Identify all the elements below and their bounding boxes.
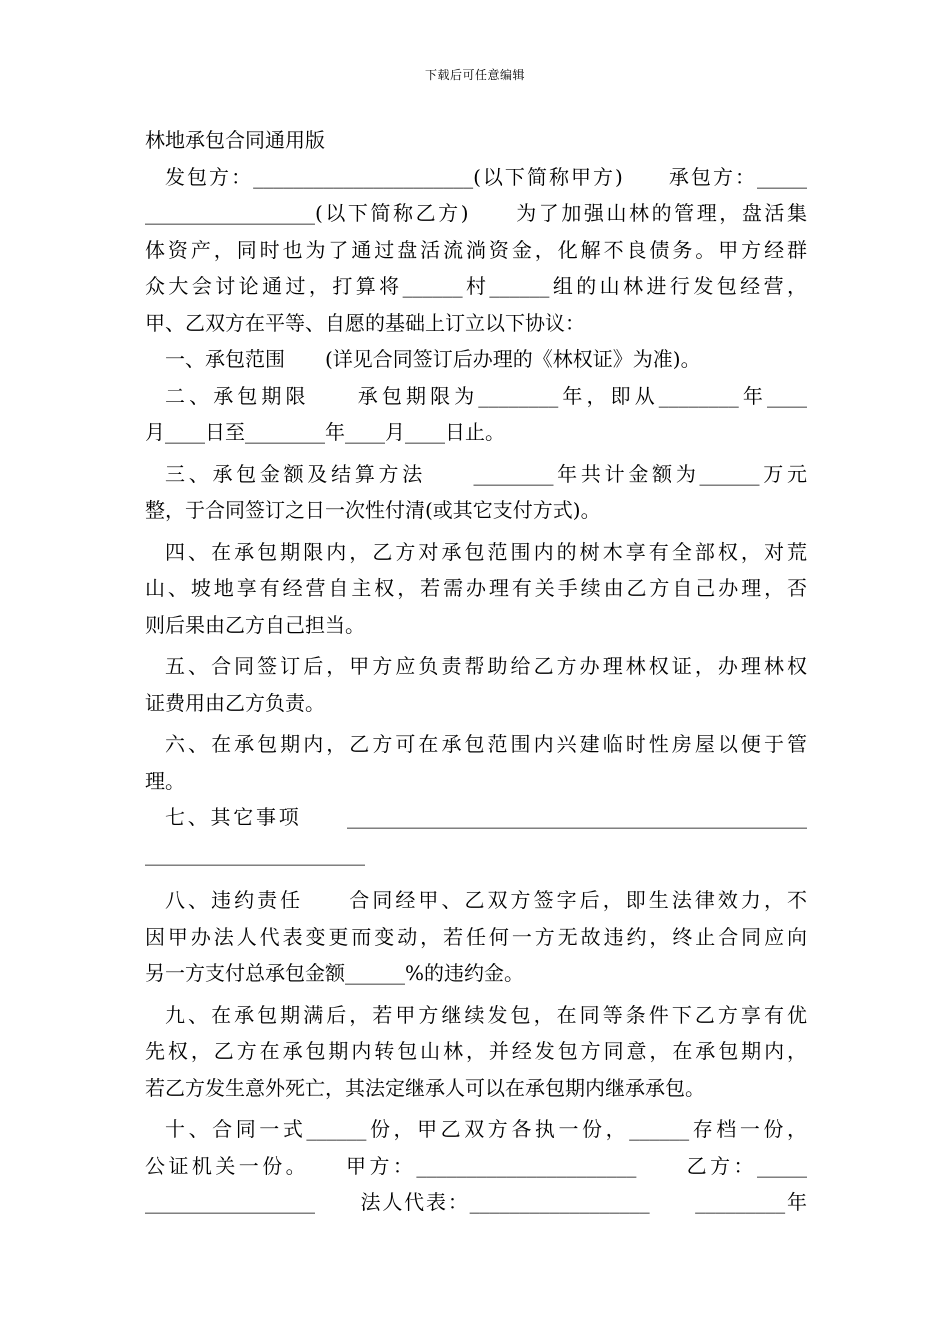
paragraph-line: 先权，乙方在承包期内转包山林，并经发包方同意，在承包期内， [145, 1039, 807, 1063]
paragraph-line: 因甲办法人代表变更而变动，若任何一方无故违约，终止合同应向 [145, 924, 807, 949]
paragraph-line: 三、承包金额及结算方法 ________年共计金额为______万元 [165, 461, 807, 486]
paragraph-line: 则后果由乙方自己担当。 [145, 612, 365, 637]
header-note: 下载后可任意编辑 [424, 68, 525, 82]
paragraph-line: _________________ 法人代表：__________________ _________年 [145, 1190, 807, 1214]
paragraph-line: 四、在承包期限内，乙方对承包范围内的树木享有全部权，对荒 [165, 539, 807, 564]
paragraph-line: 若乙方发生意外死亡，其法定继承人可以在承包期内继承承包。 [145, 1075, 705, 1100]
paragraph-line: 月____日至________年____月____日止。 [145, 420, 505, 444]
paragraph-line: 五、合同签订后，甲方应负责帮助给乙方办理林权证，办理林权 [165, 654, 807, 678]
paragraph-line: 公证机关一份。 甲方：______________________ 乙方：_____ [145, 1153, 807, 1178]
paragraph-line: _________________(以下简称乙方) 为了加强山林的管理，盘活集 [145, 201, 807, 225]
paragraph-line: 七、其它事项 ______________________________________________ [165, 805, 807, 829]
paragraph-line: 发包方：______________________(以下简称甲方) 承包方：_____ [165, 164, 807, 189]
paragraph-line: 八、违约责任 合同经甲、乙双方签字后，即生法律效力，不 [165, 888, 807, 912]
paragraph-line: 证费用由乙方负责。 [145, 690, 325, 715]
paragraph-line: 山、坡地享有经营自主权，若需办理有关手续由乙方自己办理，否 [145, 576, 807, 600]
paragraph-line: 理。 [145, 768, 185, 793]
paragraph-line: 另一方支付总承包金额______%的违约金。 [145, 961, 525, 985]
contract-document [145, 122, 807, 1221]
document-title: 林地承包合同通用版 [145, 128, 325, 152]
paragraph-line: 九、在承包期满后，若甲方继续发包，在同等条件下乙方享有优 [165, 1002, 807, 1027]
paragraph-line: ______________________ [145, 841, 365, 866]
paragraph-line: 六、在承包期内，乙方可在承包范围内兴建临时性房屋以便于管 [165, 732, 807, 756]
paragraph-line: 众大会讨论通过，打算将______村______组的山林进行发包经营， [145, 274, 807, 298]
paragraph-line: 体资产，同时也为了通过盘活流淌资金，化解不良债务。甲方经群 [145, 237, 807, 262]
paragraph-line: 甲、乙双方在平等、自愿的基础上订立以下协议： [145, 310, 585, 335]
paragraph-line: 整，于合同签订之日一次性付清(或其它支付方式)。 [145, 498, 601, 522]
paragraph-line: 一、承包范围 (详见合同签订后办理的《林权证》为准)。 [165, 347, 701, 371]
paragraph-line: 二、承包期限 承包期限为________年，即从________年____ [165, 383, 807, 408]
paragraph-line: 十、合同一式______份，甲乙双方各执一份，______存档一份， [165, 1117, 807, 1141]
